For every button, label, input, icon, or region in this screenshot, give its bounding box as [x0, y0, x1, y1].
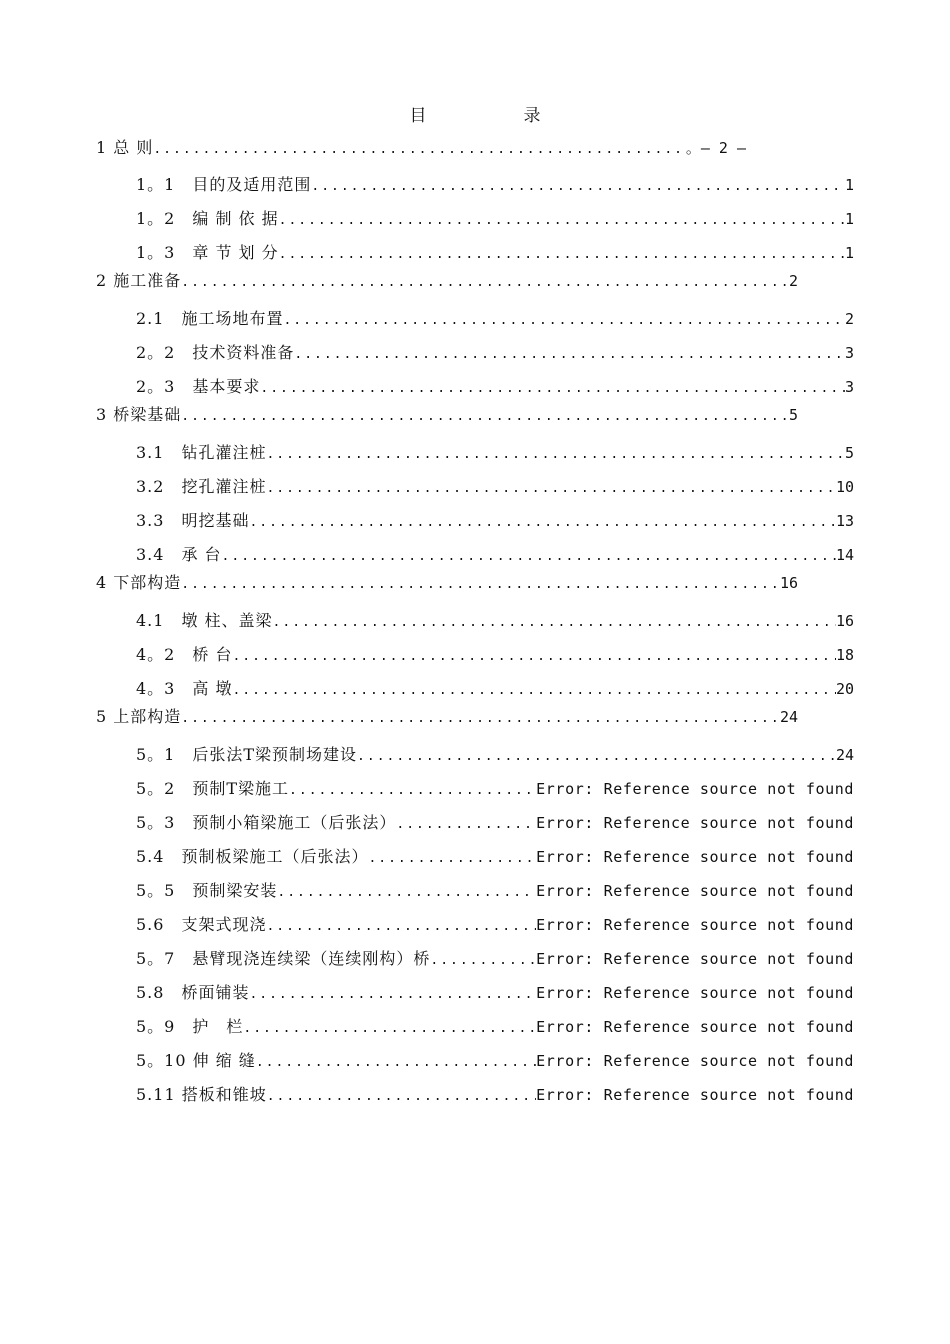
toc-entry-5-4[interactable] — [136, 845, 854, 869]
toc-entry-4-3[interactable] — [136, 677, 854, 701]
toc-entry-page: 2 — [844, 310, 854, 328]
toc-title: 目 录 — [409, 106, 581, 126]
toc-leader-dots — [222, 545, 836, 567]
toc-leader-dots — [260, 377, 845, 399]
toc-leader-dots — [279, 243, 845, 265]
toc-entry-label: 2.1 施工场地布置 — [136, 309, 284, 328]
toc-leader-dots — [181, 707, 780, 729]
toc-leader-dots — [181, 405, 789, 427]
toc-leader-dots — [277, 881, 536, 903]
toc-entry-label: 5.11 搭板和锥坡 — [136, 1085, 267, 1104]
toc-entry-page: 16 — [779, 574, 798, 592]
toc-entry-label: 1 总 则 — [96, 138, 154, 157]
toc-entry-1-2[interactable] — [136, 207, 854, 231]
toc-entry-3-1[interactable] — [136, 441, 854, 465]
toc-entry-error-text: Error: Reference source not found — [536, 984, 854, 1002]
toc-entry-label: 5 上部构造 — [96, 707, 182, 726]
toc-leader-dots — [256, 1051, 536, 1073]
toc-entry-5-6[interactable] — [136, 913, 854, 937]
toc-leader-dots — [232, 679, 835, 701]
toc-leader-dots — [181, 573, 780, 595]
toc-entry-page: 1 — [844, 244, 854, 262]
toc-entry-5-1[interactable] — [136, 743, 854, 767]
toc-entry-error-text: Error: Reference source not found — [536, 916, 854, 934]
toc-entry-page: 13 — [835, 512, 854, 530]
toc-entry-error-text: Error: Reference source not found — [536, 1086, 854, 1104]
toc-entry-page: 3 — [844, 378, 854, 396]
toc-entry-page: 。— 2 — — [685, 139, 746, 157]
toc-entry-chapter-4[interactable] — [96, 571, 798, 595]
toc-leader-dots — [396, 813, 536, 835]
toc-entry-error-text: Error: Reference source not found — [536, 780, 854, 798]
toc-entry-label: 4.1 墩 柱、盖梁 — [136, 611, 273, 630]
toc-entry-5-9[interactable] — [136, 1015, 854, 1039]
toc-entry-chapter-3[interactable] — [96, 403, 798, 427]
toc-entry-3-4[interactable] — [136, 543, 854, 567]
toc-entry-page: 24 — [779, 708, 798, 726]
toc-leader-dots — [153, 138, 685, 160]
toc-entry-5-2[interactable] — [136, 777, 854, 801]
toc-entry-page: 1 — [844, 210, 854, 228]
toc-entry-label: 5。10 伸 缩 缝 — [136, 1051, 256, 1070]
toc-entry-label: 5。2 预制T梁施工 — [136, 779, 290, 798]
toc-entry-label: 5.6 支架式现浇 — [136, 915, 267, 934]
toc-entry-chapter-2[interactable] — [96, 269, 798, 293]
toc-entry-page: 3 — [844, 344, 854, 362]
toc-entry-error-text: Error: Reference source not found — [536, 950, 854, 968]
toc-entry-label: 5。3 预制小箱梁施工（后张法） — [136, 813, 397, 832]
toc-entry-page: 1 — [844, 176, 854, 194]
toc-entry-error-text: Error: Reference source not found — [536, 814, 854, 832]
toc-entry-2-2[interactable] — [136, 341, 854, 365]
toc-entry-5-10[interactable] — [136, 1049, 854, 1073]
toc-entry-chapter-5[interactable] — [96, 705, 798, 729]
toc-entry-label: 2。2 技术资料准备 — [136, 343, 295, 362]
toc-entry-label: 1。2 编 制 依 据 — [136, 209, 279, 228]
toc-leader-dots — [273, 611, 836, 633]
toc-leader-dots — [232, 645, 835, 667]
toc-leader-dots — [267, 1085, 536, 1107]
toc-entry-label: 3.1 钻孔灌注桩 — [136, 443, 267, 462]
toc-entry-5-8[interactable] — [136, 981, 854, 1005]
toc-leader-dots — [368, 847, 536, 869]
toc-entry-page: 16 — [835, 612, 854, 630]
toc-entry-label: 5。7 悬臂现浇连续梁（连续刚构）桥 — [136, 949, 431, 968]
toc-entry-5-5[interactable] — [136, 879, 854, 903]
toc-entry-page: 14 — [835, 546, 854, 564]
toc-leader-dots — [279, 209, 845, 231]
toc-entry-error-text: Error: Reference source not found — [536, 1052, 854, 1070]
toc-entry-label: 3.3 明挖基础 — [136, 511, 250, 530]
toc-entry-page: 5 — [788, 406, 798, 424]
toc-entry-4-1[interactable] — [136, 609, 854, 633]
toc-entry-label: 3.2 挖孔灌注桩 — [136, 477, 267, 496]
toc-entry-label: 2。3 基本要求 — [136, 377, 261, 396]
toc-entry-label: 1。3 章 节 划 分 — [136, 243, 279, 262]
toc-entry-4-2[interactable] — [136, 643, 854, 667]
toc-leader-dots — [294, 343, 845, 365]
toc-entry-2-1[interactable] — [136, 307, 854, 331]
toc-entry-chapter-1[interactable] — [96, 136, 746, 160]
toc-entry-error-text: Error: Reference source not found — [536, 1018, 854, 1036]
toc-entry-label: 5.4 预制板梁施工（后张法） — [136, 847, 369, 866]
toc-leader-dots — [243, 1017, 536, 1039]
toc-entry-page: 2 — [788, 272, 798, 290]
toc-leader-dots — [357, 745, 836, 767]
toc-entry-error-text: Error: Reference source not found — [536, 848, 854, 866]
toc-entry-label: 5。1 后张法T梁预制场建设 — [136, 745, 358, 764]
toc-leader-dots — [289, 779, 536, 801]
toc-entry-error-text: Error: Reference source not found — [536, 882, 854, 900]
toc-entry-label: 3 桥梁基础 — [96, 405, 182, 424]
toc-leader-dots — [266, 443, 845, 465]
toc-entry-label: 3.4 承 台 — [136, 545, 222, 564]
toc-entry-2-3[interactable] — [136, 375, 854, 399]
toc-entry-3-2[interactable] — [136, 475, 854, 499]
toc-leader-dots — [430, 949, 536, 971]
toc-entry-1-3[interactable] — [136, 241, 854, 265]
toc-leader-dots — [311, 175, 845, 197]
toc-entry-5-11[interactable] — [136, 1083, 854, 1107]
toc-entry-5-3[interactable] — [136, 811, 854, 835]
toc-leader-dots — [283, 309, 845, 331]
toc-entry-label: 4。2 桥 台 — [136, 645, 233, 664]
toc-entry-page: 24 — [835, 746, 854, 764]
toc-entry-label: 5。9 护 栏 — [136, 1017, 244, 1036]
toc-entry-page: 18 — [835, 646, 854, 664]
toc-entry-label: 4。3 高 墩 — [136, 679, 233, 698]
toc-leader-dots — [249, 511, 835, 533]
toc-leader-dots — [181, 271, 789, 293]
toc-entry-label: 2 施工准备 — [96, 271, 182, 290]
toc-entry-page: 5 — [844, 444, 854, 462]
toc-entry-label: 4 下部构造 — [96, 573, 182, 592]
toc-entry-3-3[interactable] — [136, 509, 854, 533]
toc-leader-dots — [266, 915, 536, 937]
toc-entry-page: 20 — [835, 680, 854, 698]
toc-entry-label: 5.8 桥面铺装 — [136, 983, 250, 1002]
toc-leader-dots — [266, 477, 835, 499]
toc-entry-label: 5。5 预制梁安装 — [136, 881, 278, 900]
toc-entry-page: 10 — [835, 478, 854, 496]
toc-entry-1-1[interactable] — [136, 173, 854, 197]
toc-entry-5-7[interactable] — [136, 947, 854, 971]
toc-entry-label: 1。1 目的及适用范围 — [136, 175, 312, 194]
toc-leader-dots — [249, 983, 536, 1005]
